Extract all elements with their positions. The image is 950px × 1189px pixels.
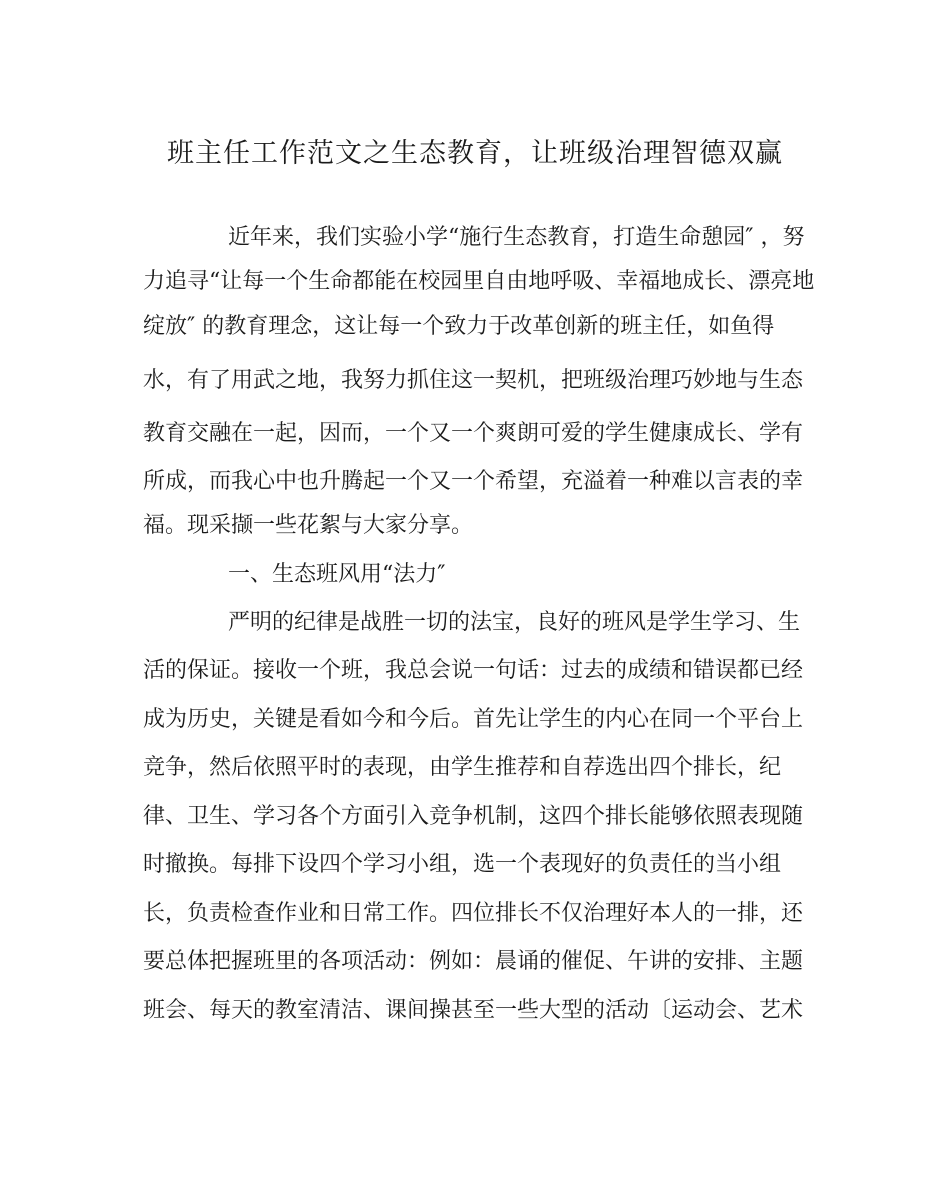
paragraph-line: 福。现采撷一些花絮与大家分享。 — [143, 513, 474, 538]
paragraph-line: 近年来，我们实验小学“施行生态教育，打造生命憩园″ ，努 — [228, 225, 805, 250]
paragraph-line: 水，有了用武之地，我努力抓住这一契机，把班级治理巧妙地与生态 — [143, 368, 804, 393]
document-title: 班主任工作范文之生态教育，让班级治理智德双赢 — [167, 138, 783, 169]
paragraph-line: 要总体把握班里的各项活动：例如：晨诵的催促、午讲的安排、主题 — [143, 949, 804, 974]
paragraph-line: 力追寻“让每一个生命都能在校园里自由地呼吸、幸福地成长、漂亮地 — [143, 269, 815, 294]
paragraph-line: 时撤换。每排下设四个学习小组，选一个表现好的负责任的当小组 — [143, 852, 782, 877]
paragraph-line: 竞争，然后依照平时的表现，由学生推荐和自荐选出四个排长，纪 — [143, 755, 782, 780]
paragraph-line: 班会、每天的教室清洁、课间操甚至一些大型的活动〔运动会、艺术 — [143, 998, 804, 1023]
paragraph-line: 活的保证。接收一个班，我总会说一句话：过去的成绩和错误都已经 — [143, 658, 804, 683]
paragraph-line: 成为历史，关键是看如今和今后。首先让学生的内心在同一个平台上 — [143, 707, 804, 732]
paragraph-line: 律、卫生、学习各个方面引入竞争机制，这四个排长能够依照表现随 — [143, 804, 804, 829]
paragraph-line: 绽放″ 的教育理念，这让每一个致力于改革创新的班主任，如鱼得 — [143, 314, 775, 339]
section-heading: 一、生态班风用“法力″ — [228, 562, 446, 587]
paragraph-line: 严明的纪律是战胜一切的法宝，良好的班风是学生学习、生 — [228, 610, 801, 635]
paragraph-line: 教育交融在一起，因而，一个又一个爽朗可爱的学生健康成长、学有 — [143, 421, 804, 446]
paragraph-line: 所成，而我心中也升腾起一个又一个希望，充溢着一种难以言表的幸 — [143, 469, 804, 494]
paragraph-line: 长，负责检查作业和日常工作。四位排长不仅治理好本人的一排，还 — [143, 901, 804, 926]
